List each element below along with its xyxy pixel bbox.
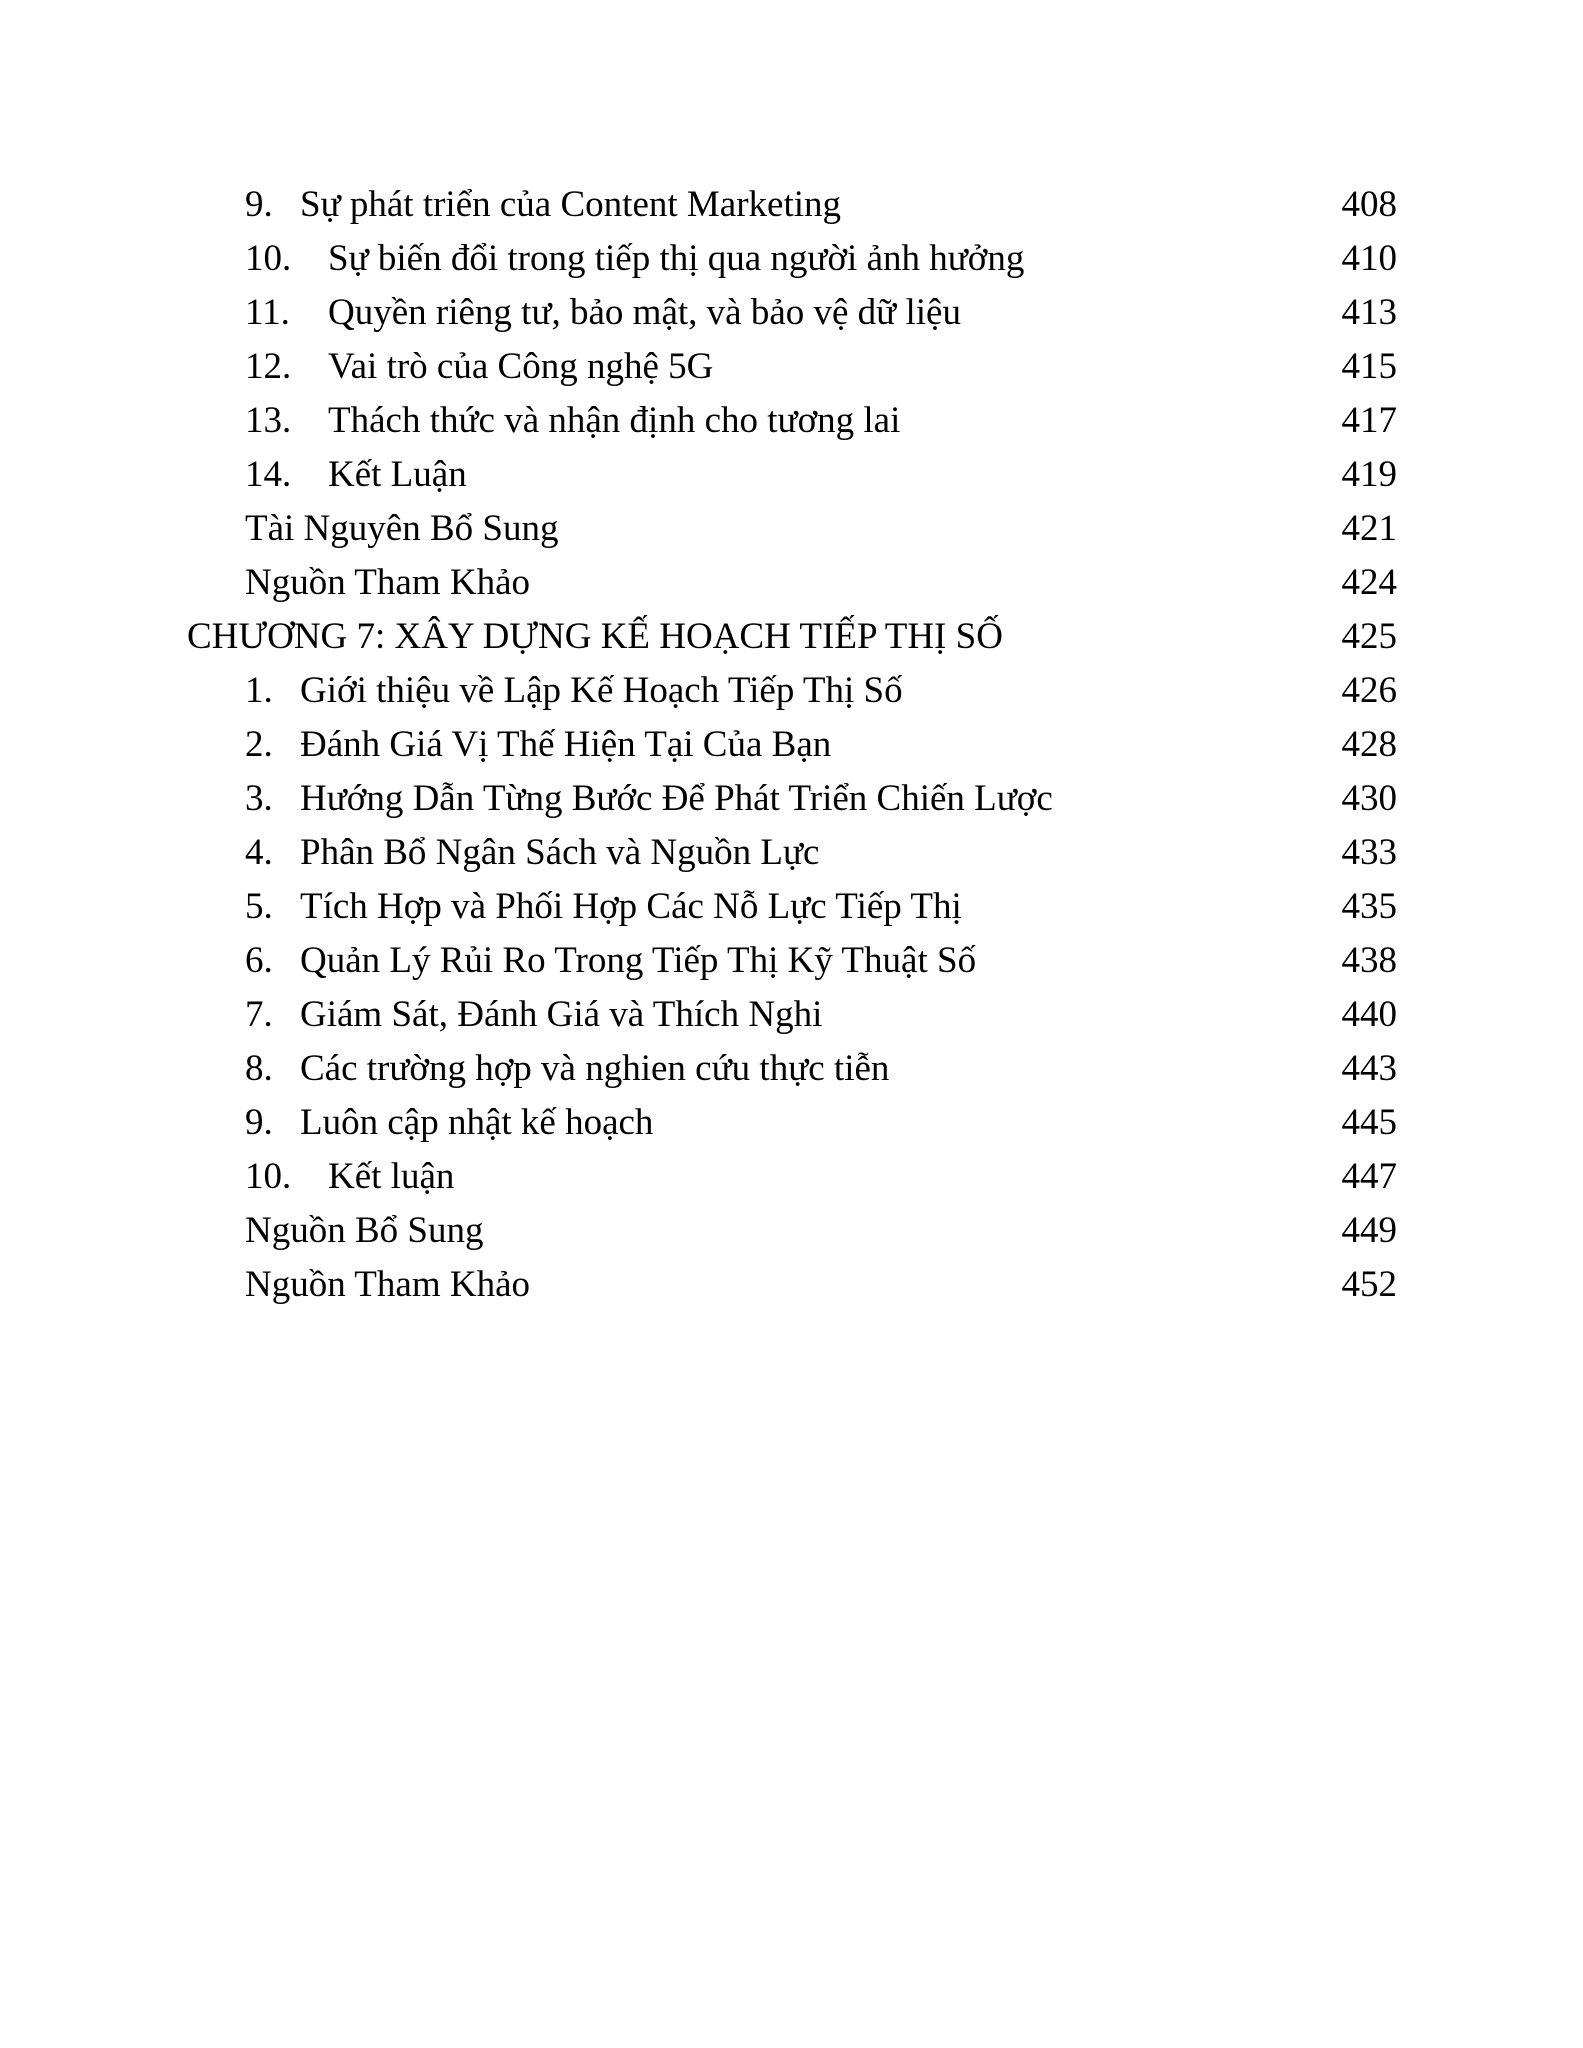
toc-page-number: 452 bbox=[1341, 1264, 1397, 1305]
toc-page-number: 413 bbox=[1341, 292, 1397, 333]
toc-page-number: 445 bbox=[1341, 1102, 1397, 1143]
toc-item-label: Hướng Dẫn Từng Bước Để Phát Triển Chiến Lược bbox=[300, 778, 1053, 819]
toc-page-number: 424 bbox=[1341, 562, 1397, 603]
toc-row bbox=[0, 1042, 1583, 1096]
toc-row bbox=[0, 880, 1583, 934]
toc-row bbox=[0, 934, 1583, 988]
toc-page-number: 433 bbox=[1341, 832, 1397, 873]
toc-row bbox=[0, 610, 1583, 664]
toc-page-number: 440 bbox=[1341, 994, 1397, 1035]
toc-item-number: 4. bbox=[245, 832, 273, 873]
toc-item-label: Luôn cập nhật kế hoạch bbox=[300, 1102, 654, 1143]
toc-row bbox=[0, 394, 1583, 448]
toc-item-number: 7. bbox=[245, 994, 273, 1035]
toc-item-label: Đánh Giá Vị Thế Hiện Tại Của Bạn bbox=[300, 724, 832, 765]
toc-row bbox=[0, 1150, 1583, 1204]
toc-page-number: 426 bbox=[1341, 670, 1397, 711]
toc-row bbox=[0, 718, 1583, 772]
toc-item-label: Phân Bổ Ngân Sách và Nguồn Lực bbox=[300, 832, 820, 873]
toc-row bbox=[0, 772, 1583, 826]
toc-page-number: 435 bbox=[1341, 886, 1397, 927]
toc-item-label: Giám Sát, Đánh Giá và Thích Nghi bbox=[300, 994, 823, 1035]
toc-item-label: CHƯƠNG 7: XÂY DỰNG KẾ HOẠCH TIẾP THỊ SỐ bbox=[187, 616, 1003, 657]
toc-item-number: 9. bbox=[245, 184, 273, 225]
toc-item-number: 6. bbox=[245, 940, 273, 981]
toc-row bbox=[0, 1258, 1583, 1312]
toc-page-number: 419 bbox=[1341, 454, 1397, 495]
toc-item-number: 9. bbox=[245, 1102, 273, 1143]
toc-item-label: Quản Lý Rủi Ro Trong Tiếp Thị Kỹ Thuật Số bbox=[300, 940, 977, 981]
toc-item-number: 12. bbox=[245, 346, 292, 387]
toc-page-number: 421 bbox=[1341, 508, 1397, 549]
toc-item-number: 10. bbox=[245, 1156, 292, 1197]
toc-row bbox=[0, 448, 1583, 502]
toc-item-label: Giới thiệu về Lập Kế Hoạch Tiếp Thị Số bbox=[300, 670, 903, 711]
toc-row bbox=[0, 664, 1583, 718]
toc-row bbox=[0, 556, 1583, 610]
toc-item-label: Thách thức và nhận định cho tương lai bbox=[328, 400, 901, 441]
toc-row bbox=[0, 502, 1583, 556]
toc-item-number: 8. bbox=[245, 1048, 273, 1089]
toc-item-label: Nguồn Bổ Sung bbox=[245, 1210, 484, 1251]
toc-row bbox=[0, 1204, 1583, 1258]
toc-item-number: 10. bbox=[245, 238, 292, 279]
toc-row bbox=[0, 232, 1583, 286]
toc-row bbox=[0, 988, 1583, 1042]
toc-page-number: 415 bbox=[1341, 346, 1397, 387]
toc-page-number: 443 bbox=[1341, 1048, 1397, 1089]
toc-item-number: 5. bbox=[245, 886, 273, 927]
toc-item-label: Nguồn Tham Khảo bbox=[245, 1264, 530, 1305]
toc-item-number: 14. bbox=[245, 454, 292, 495]
toc-item-number: 11. bbox=[245, 292, 290, 333]
toc-row bbox=[0, 826, 1583, 880]
toc-row bbox=[0, 178, 1583, 232]
toc-item-label: Tài Nguyên Bổ Sung bbox=[245, 508, 559, 549]
toc-item-label: Sự phát triển của Content Marketing bbox=[300, 184, 842, 225]
toc-item-label: Kết Luận bbox=[328, 454, 467, 495]
toc-item-number: 3. bbox=[245, 778, 273, 819]
toc-page-number: 410 bbox=[1341, 238, 1397, 279]
toc-page-number: 408 bbox=[1341, 184, 1397, 225]
toc-item-number: 13. bbox=[245, 400, 292, 441]
toc-item-label: Quyền riêng tư, bảo mật, và bảo vệ dữ liệu bbox=[328, 292, 961, 333]
toc-page-number: 425 bbox=[1341, 616, 1397, 657]
toc-page-number: 449 bbox=[1341, 1210, 1397, 1251]
toc-item-label: Kết luận bbox=[328, 1156, 455, 1197]
toc-page-number: 430 bbox=[1341, 778, 1397, 819]
toc-page-number: 447 bbox=[1341, 1156, 1397, 1197]
toc-page-number: 417 bbox=[1341, 400, 1397, 441]
toc-item-label: Vai trò của Công nghệ 5G bbox=[328, 346, 714, 387]
toc-page-number: 428 bbox=[1341, 724, 1397, 765]
toc-item-label: Các trường hợp và nghien cứu thực tiễn bbox=[300, 1048, 890, 1089]
toc-item-number: 1. bbox=[245, 670, 273, 711]
toc-page-number: 438 bbox=[1341, 940, 1397, 981]
table-of-contents bbox=[0, 178, 1583, 1312]
toc-item-label: Tích Hợp và Phối Hợp Các Nỗ Lực Tiếp Thị bbox=[300, 886, 962, 927]
toc-item-label: Nguồn Tham Khảo bbox=[245, 562, 530, 603]
toc-item-number: 2. bbox=[245, 724, 273, 765]
toc-row bbox=[0, 1096, 1583, 1150]
toc-row bbox=[0, 286, 1583, 340]
toc-row bbox=[0, 340, 1583, 394]
toc-item-label: Sự biến đổi trong tiếp thị qua người ảnh hưởng bbox=[328, 238, 1025, 279]
